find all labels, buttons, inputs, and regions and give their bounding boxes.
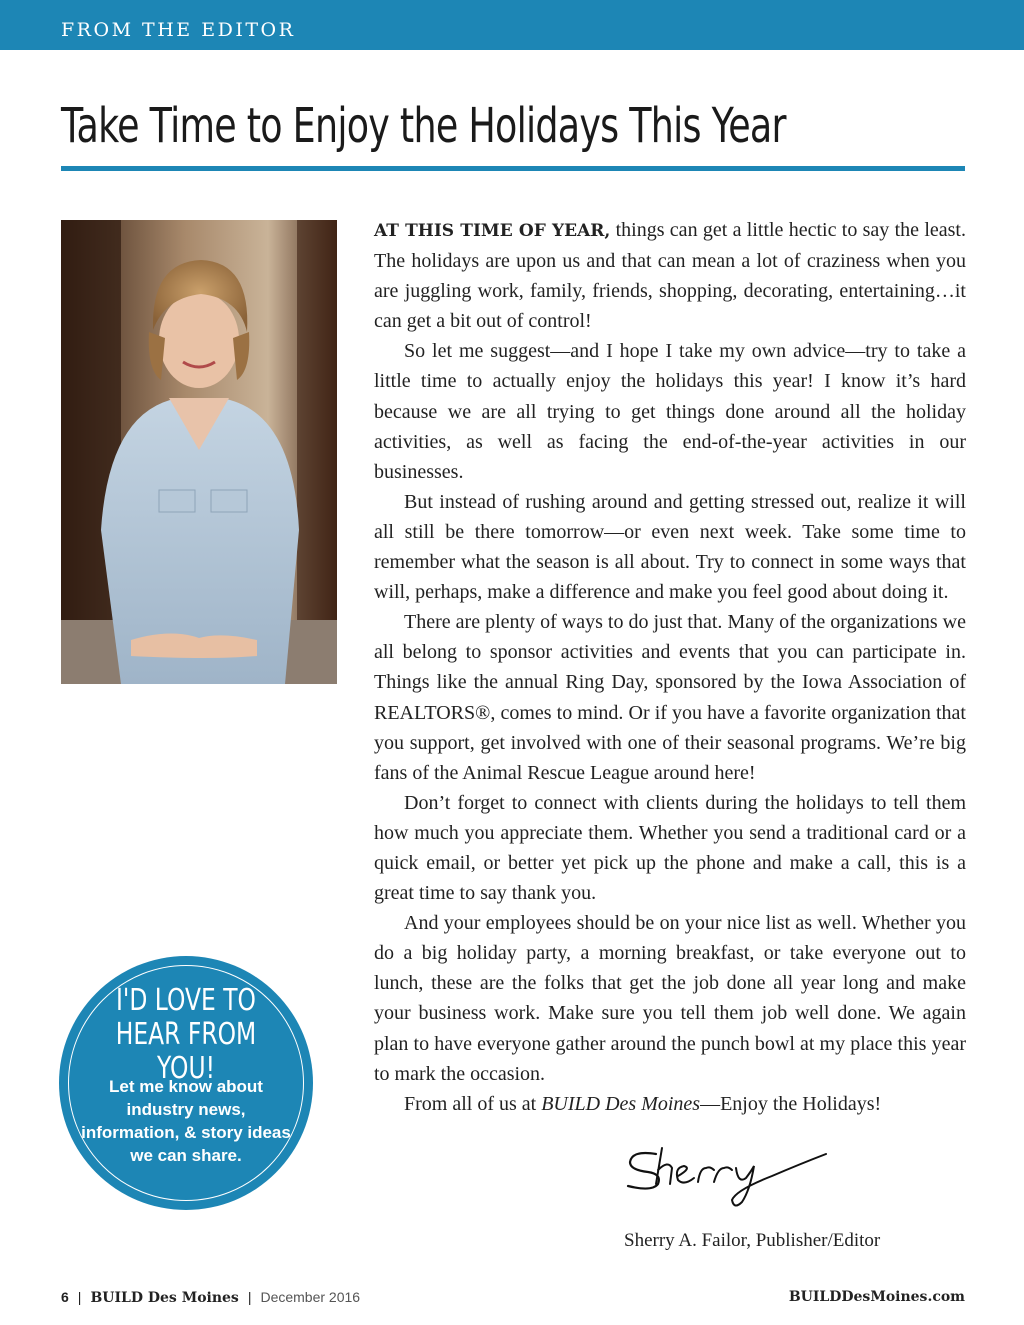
editor-photo	[61, 220, 337, 684]
lead-in: AT THIS TIME OF YEAR,	[374, 221, 611, 241]
contact-callout	[59, 956, 313, 1210]
footer-left	[61, 1289, 360, 1307]
paragraph-1-text: things can get a little hectic to say the least. The holidays are upon us and that can mean a lot of craziness when you are juggling work, family, friends, shopping, decorating, entertaining…it can get a bit out of control!	[374, 219, 966, 333]
section-banner	[0, 0, 1024, 50]
paragraph-6: And your employees should be on your nice list as well. Whether you do a big holiday party, a morning breakfast, or take everyone out to lunch, these are the folks that get the job done all year long and make your business work. Make sure you tell them job well done. We again plan to have everyone gather around the punch bowl at my place this year to mark the occasion.	[374, 912, 966, 1085]
signoff-line: Sherry A. Failor, Publisher/Editor	[624, 1230, 881, 1251]
publication-name: BUILD Des Moines	[541, 1092, 701, 1115]
footer-magazine: BUILD Des Moines	[90, 1290, 239, 1306]
footer-date: December 2016	[260, 1289, 361, 1305]
paragraph-5: Don’t forget to connect with clients during the holidays to tell them how much you appreciate them. Whether you send a traditional card or a quick email, or better yet pick up the phone and make a call, this is a great time to say thank you.	[374, 791, 966, 905]
page-footer	[61, 1289, 965, 1309]
footer-website[interactable]: BUILDDesMoines.com	[788, 1289, 965, 1305]
paragraph-3: But instead of rushing around and getting stressed out, realize it will all still be there tomorrow—or even next week. Take some time to remember what the season is all about. Try to connect in some ways that will, perhaps, make a difference and make you feel good about doing it.	[374, 490, 966, 604]
page-number: 6	[61, 1289, 69, 1305]
callout-heading	[87, 984, 285, 1086]
callout-heading-line-2: HEAR FROM YOU!	[115, 1017, 257, 1086]
closing-start: From all of us at	[404, 1092, 542, 1115]
article-body	[374, 215, 966, 1119]
section-label: FROM THE EDITOR	[61, 19, 296, 41]
article-headline: Take Time to Enjoy the Holidays This Year	[61, 98, 786, 154]
paragraph-4: There are plenty of ways to do just that. Many of the organizations we all belong to sponsor activities and events that you can participate in. Things like the annual Ring Day, sponsored by the Iowa Association of REALTORS®, comes to mind. Or if you have a favorite organization that you support, get involved with one of their seasonal programs. We’re big fans of the Animal Rescue League around here!	[374, 611, 966, 784]
footer-separator-2: |	[247, 1289, 252, 1305]
callout-body: Let me know about industry news, information, & story ideas we can share.	[81, 1077, 291, 1165]
paragraph-1	[374, 215, 966, 336]
headline-rule	[61, 166, 965, 171]
paragraph-2: So let me suggest—and I hope I take my own advice—try to take a little time to actually enjoy the holidays this year! I know it’s hard because we are all trying to get things done around all the holiday activities, as well as facing the end-of-the-year activities in our businesses.	[374, 340, 966, 483]
closing-end: —Enjoy the Holidays!	[700, 1092, 882, 1115]
signature-image	[622, 1140, 832, 1210]
footer-separator-1: |	[77, 1289, 82, 1305]
callout-heading-line-1: I'D LOVE TO	[116, 983, 256, 1018]
paragraph-7	[374, 1089, 966, 1119]
